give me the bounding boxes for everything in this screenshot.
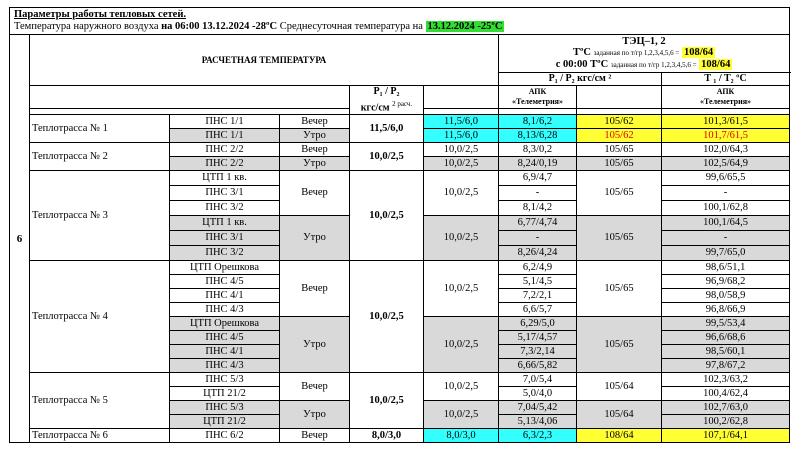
shift: Вечер [280,429,350,443]
t-apk: 97,8/67,2 [662,359,790,373]
t-apk: 98,6/51,1 [662,261,790,275]
p-apk: 8,26/4,24 [499,246,577,261]
t-value: 105/65 [577,317,662,373]
t-apk: 107,1/64,1 [662,429,790,443]
p-apk: - [499,231,577,246]
line-name: Теплотрасса № 3 [30,171,170,261]
station: ПНС 1/1 [170,129,280,143]
telemetry-label: «Телеметрия» [511,97,564,107]
p-apk: 7,3/2,14 [499,345,577,359]
table-row [10,429,790,443]
t-apk: 96,9/68,2 [662,275,790,289]
tec-name: ТЭЦ–1, 2 [622,36,666,47]
t-apk: - [662,186,790,201]
p-calc: 11,5/6,0 [350,115,424,143]
station: ПНС 4/3 [170,359,280,373]
t-value: 105/62 [577,129,662,143]
outdoor-temp-time: на 06:00 13.12.2024 -28ºС [161,21,278,32]
p-calc-header [350,86,424,115]
station: ПНС 4/5 [170,331,280,345]
p-apk: 7,0/5,4 [499,373,577,387]
station: ПНС 3/1 [170,186,280,201]
p-apk: 5,1/4,5 [499,275,577,289]
p-calc-unit: кгс/см [360,102,390,114]
p-calc: 10,0/2,5 [350,143,424,171]
station: ПНС 2/2 [170,143,280,157]
station: ЦТП 21/2 [170,415,280,429]
p-apk: 6,2/4,9 [499,261,577,275]
t-apk: 100,2/62,8 [662,415,790,429]
t-value: 105/64 [577,401,662,429]
t-actual-header: T ₁ / T₂ ºС [662,73,790,86]
t-apk: 99,6/65,5 [662,171,790,186]
t-apk: 96,6/68,6 [662,331,790,345]
p-value: 8,0/3,0 [424,429,499,443]
t-apk: 98,5/60,1 [662,345,790,359]
p-apk: 7,04/5,42 [499,401,577,415]
p-apk: 5,0/4,0 [499,387,577,401]
t-apk: 102,0/64,3 [662,143,790,157]
t-apk: 99,5/53,4 [662,317,790,331]
p-apk: 8,3/0,2 [499,143,577,157]
p-value: 10,0/2,5 [424,171,499,216]
t-apk: 101,7/61,5 [662,129,790,143]
apk-label: АПК [528,87,547,97]
t-set-night-value: 108/64 [701,59,731,70]
shift: Утро [280,317,350,373]
p-calc: 8,0/3,0 [350,429,424,443]
line-name: Теплотрасса № 6 [30,429,170,443]
p-calc-label: P₁ / P₂ [373,86,400,97]
shift: Вечер [280,373,350,401]
t-apk: 102,5/64,9 [662,157,790,171]
t-value: 105/65 [577,216,662,261]
t-apk: 96,8/66,9 [662,303,790,317]
line-name: Теплотрасса № 5 [30,373,170,429]
p-value: 10,0/2,5 [424,216,499,261]
p-apk: 5,17/4,57 [499,331,577,345]
p-apk: 7,2/2,1 [499,289,577,303]
report-header [10,8,790,35]
avg-temp-value: 13.12.2024 -25ºС [427,21,503,32]
t-apk: 102,7/63,0 [662,401,790,415]
p-value: 10,0/2,5 [424,143,499,157]
station: ПНС 5/3 [170,373,280,387]
p-apk: 8,1/4,2 [499,201,577,216]
station: ПНС 1/1 [170,115,280,129]
telemetry-label: «Телеметрия» [700,97,752,107]
station: ПНС 4/5 [170,275,280,289]
t-value: 105/65 [577,157,662,171]
p-value: 11,5/6,0 [424,115,499,129]
t-set-night-prefix: с 00:00 TºС [555,59,609,70]
table-row [10,261,790,275]
table-row [10,171,790,186]
line-name: Теплотрасса № 2 [30,143,170,171]
station: ПНС 3/2 [170,201,280,216]
t-apk: 98,0/58,9 [662,289,790,303]
station: ЦТП Орешкова [170,317,280,331]
p-apk: 6,6/5,7 [499,303,577,317]
report-title: Параметры работы тепловых сетей. [14,9,186,20]
t-set-day-label: заданная по т/гр 1,2,3,4,5,6 = [593,49,680,57]
t-set-day-value: 108/64 [683,47,714,58]
t-apk: - [662,231,790,246]
shift: Вечер [280,115,350,129]
t-apk: 100,1/62,8 [662,201,790,216]
heat-network-table [9,7,790,443]
station: ЦТП 21/2 [170,387,280,401]
station: ЦТП Орешкова [170,261,280,275]
p-calc: 10,0/2,5 [350,373,424,429]
t-value: 105/65 [577,171,662,216]
p-apk-header [499,86,577,109]
shift: Утро [280,157,350,171]
header-spacer [30,86,350,109]
station: ПНС 3/2 [170,246,280,261]
t-apk: 102,3/63,2 [662,373,790,387]
p-apk: 8,1/6,2 [499,115,577,129]
p-calc-sup: 2 расч. [392,100,413,108]
header-blank-p [424,86,499,109]
tec-header [499,35,790,73]
p-apk: 6,66/5,82 [499,359,577,373]
t-apk: 100,1/64,5 [662,216,790,231]
t-apk: 101,3/61,5 [662,115,790,129]
p-apk: 6,29/5,0 [499,317,577,331]
shift: Утро [280,129,350,143]
t-apk-header [662,86,790,109]
p-apk: 8,24/0,19 [499,157,577,171]
shift: Вечер [280,143,350,157]
table-row [10,143,790,157]
shift: Вечер [280,171,350,216]
p-apk: 6,77/4,74 [499,216,577,231]
calc-temp-header: РАСЧЕТНАЯ ТЕМПЕРАТУРА [30,35,499,86]
p-value: 10,0/2,5 [424,317,499,373]
outdoor-temp-label: Температура наружного воздуха [14,21,159,32]
p-apk: 6,3/2,3 [499,429,577,443]
p-apk: - [499,186,577,201]
p-value: 11,5/6,0 [424,129,499,143]
p-calc: 10,0/2,5 [350,261,424,373]
t-value: 105/64 [577,373,662,401]
t-value: 105/65 [577,143,662,157]
shift: Вечер [280,261,350,317]
shift: Утро [280,216,350,261]
station: ПНС 6/2 [170,429,280,443]
t-value: 105/62 [577,115,662,129]
station: ПНС 4/3 [170,303,280,317]
table-row [10,373,790,387]
p-calc: 10,0/2,5 [350,171,424,261]
t-set-day-prefix: TºС [572,47,592,58]
p-value: 10,0/2,5 [424,157,499,171]
station: ЦТП 1 кв. [170,171,280,186]
t-value: 108/64 [577,429,662,443]
shift: Утро [280,401,350,429]
station: ПНС 3/1 [170,231,280,246]
t-apk: 100,4/62,4 [662,387,790,401]
avg-temp-label: Среднесуточная температура на [279,21,423,32]
station: ПНС 4/1 [170,289,280,303]
station: ПНС 2/2 [170,157,280,171]
station: ЦТП 1 кв. [170,216,280,231]
row-index: 6 [10,35,30,443]
t-value: 105/65 [577,261,662,317]
t-apk: 99,7/65,0 [662,246,790,261]
t-set-night-label: заданная по т/гр 1,2,3,4,5,6 = [610,61,697,69]
p-actual-header: P₁ / P₂ кгс/см ² [499,73,662,86]
line-name: Теплотрасса № 4 [30,261,170,373]
table-row [10,115,790,129]
p-value: 10,0/2,5 [424,401,499,429]
station: ПНС 5/3 [170,401,280,415]
line-name: Теплотрасса № 1 [30,115,170,143]
p-apk: 8,13/6,28 [499,129,577,143]
station: ПНС 4/1 [170,345,280,359]
report [9,7,790,443]
p-value: 10,0/2,5 [424,373,499,401]
header-blank-t [577,86,662,109]
p-apk: 5,13/4,06 [499,415,577,429]
p-apk: 6,9/4,7 [499,171,577,186]
p-value: 10,0/2,5 [424,261,499,317]
apk-label: АПК [716,87,735,97]
